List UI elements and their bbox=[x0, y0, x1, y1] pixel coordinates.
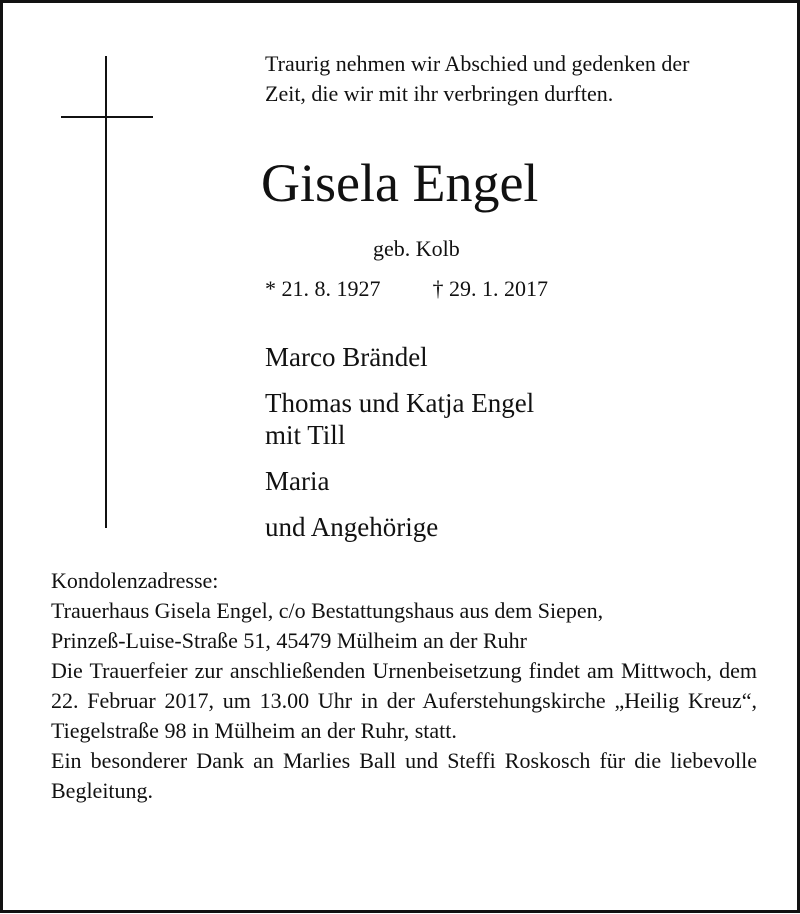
mourner: Marco Brändel bbox=[265, 342, 428, 372]
life-dates bbox=[265, 275, 548, 303]
condolence-address-line: Prinzeß-Luise-Straße 51, 45479 Mülheim an der Ruhr bbox=[51, 628, 527, 653]
maiden-name: geb. Kolb bbox=[373, 236, 460, 261]
condolence-address-line: Trauerhaus Gisela Engel, c/o Bestattungshaus aus dem Siepen, bbox=[51, 598, 604, 623]
death-date: † 29. 1. 2017 bbox=[432, 276, 548, 301]
mourner: Thomas und Katja Engel bbox=[265, 388, 535, 418]
condolence-label: Kondolenzadresse: bbox=[51, 568, 219, 593]
intro-line: Zeit, die wir mit ihr verbringen durften. bbox=[265, 81, 614, 106]
intro-line: Traurig nehmen wir Abschied und gedenken der bbox=[265, 51, 690, 76]
thanks-text: Ein besonderer Dank an Marlies Ball und Steffi Roskosch für die liebevolle Begleitung. bbox=[51, 748, 757, 803]
birth-date: * 21. 8. 1927 bbox=[265, 276, 381, 301]
mourner: Maria bbox=[265, 466, 330, 496]
mourner: mit Till bbox=[265, 420, 346, 450]
mourner: und Angehörige bbox=[265, 512, 439, 542]
deceased-name: Gisela Engel bbox=[261, 153, 539, 213]
cross-vertical-bar bbox=[105, 56, 107, 528]
notice-body bbox=[51, 566, 757, 806]
ceremony-text: Die Trauerfeier zur anschließenden Urnenbeisetzung findet am Mittwoch, dem 22. Februar 2017, um 13.00 Uhr in der Auferstehungskirche „Heilig Kreuz“, Tiegelstraße 98 in Mülheim an der Ruhr, statt. bbox=[51, 658, 757, 743]
cross-horizontal-bar bbox=[61, 116, 153, 118]
mourners-list bbox=[265, 339, 534, 545]
intro-text bbox=[265, 49, 765, 109]
